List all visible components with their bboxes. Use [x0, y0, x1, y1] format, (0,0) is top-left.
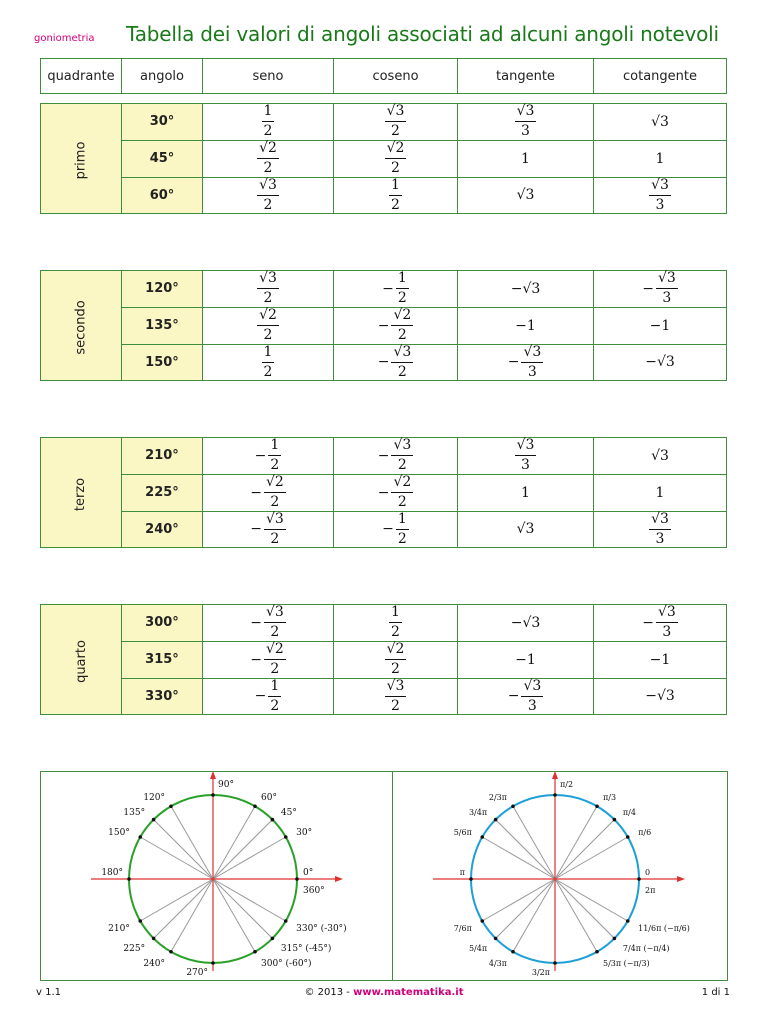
- angle-cell: 330°: [122, 678, 203, 715]
- col-header-coseno: coseno: [334, 59, 458, 94]
- plain-value: −√3: [510, 614, 541, 631]
- col-header-tangente: tangente: [458, 59, 594, 94]
- footer-copyright: [0, 987, 768, 998]
- denominator: 2: [391, 697, 400, 714]
- fraction: [257, 271, 279, 307]
- cotangente-value: [594, 104, 727, 141]
- numerator: 1: [262, 345, 275, 363]
- angle-cell: 240°: [122, 511, 203, 548]
- angle-cell: 300°: [122, 605, 203, 642]
- table-row: [41, 344, 727, 381]
- degree-point: [295, 877, 299, 881]
- numerator: 1: [389, 178, 402, 196]
- denominator: 2: [270, 457, 280, 474]
- radian-point: [511, 804, 515, 808]
- quadrant-table-terzo: [40, 437, 727, 548]
- table-row: [41, 641, 727, 678]
- numerator: √3: [391, 438, 413, 456]
- seno-value: [203, 678, 334, 715]
- angle-cell: 210°: [122, 438, 203, 475]
- fraction: [656, 271, 678, 307]
- coseno-value: [334, 344, 458, 381]
- radian-point: [613, 937, 617, 941]
- coseno-value: [334, 271, 458, 308]
- denominator: 2: [263, 123, 273, 140]
- quadrant-label-cell: [41, 438, 122, 548]
- radian-x-arrow-icon: [677, 876, 685, 882]
- quadrant-table-quarto: [40, 604, 727, 715]
- quadrant-label: secondo: [73, 300, 89, 355]
- tangente-value: [458, 438, 594, 475]
- radian-point: [494, 818, 498, 822]
- radian-angle-label: 5/4π: [468, 943, 488, 953]
- tangente-value: [458, 140, 594, 177]
- tangente-value: [458, 605, 594, 642]
- minus-sign: −: [254, 447, 267, 464]
- minus-sign: −: [377, 447, 390, 464]
- fraction: [389, 178, 402, 214]
- table-row: [41, 678, 727, 715]
- page-title: Tabella dei valori di angoli associati ad alcuni angoli notevoli: [126, 22, 719, 46]
- degree-y-arrow-icon: [210, 772, 216, 779]
- denominator: 2: [270, 530, 280, 547]
- fraction: [385, 104, 407, 140]
- fraction: [649, 512, 671, 548]
- cotangente-value: [594, 140, 727, 177]
- numerator: √3: [257, 178, 279, 196]
- numerator: 1: [396, 271, 409, 289]
- fraction: [385, 679, 407, 715]
- numerator: √3: [515, 104, 537, 122]
- degree-angle-label: 90°: [218, 780, 234, 790]
- denominator: 2: [263, 290, 273, 307]
- denominator: 2: [397, 494, 407, 511]
- degree-point: [211, 961, 215, 965]
- radian-angle-label: π/3: [603, 792, 617, 802]
- denominator: 2: [270, 494, 280, 511]
- fraction: [264, 642, 286, 678]
- quadrant-label: primo: [73, 141, 89, 180]
- coseno-value: [334, 511, 458, 548]
- minus-sign: −: [642, 280, 654, 297]
- tangente-value: [458, 678, 594, 715]
- quadrant-label-cell: [41, 605, 122, 715]
- numerator: √3: [521, 679, 543, 697]
- radian-point: [595, 804, 599, 808]
- cotangente-value: [594, 641, 727, 678]
- degree-angle-label: 30°: [296, 828, 313, 838]
- col-header-angolo: angolo: [122, 59, 203, 94]
- denominator: 3: [521, 123, 530, 140]
- radian-point: [469, 877, 473, 881]
- denominator: 2: [270, 661, 280, 678]
- radian-angle-label: 0: [645, 868, 651, 877]
- radian-point: [637, 877, 641, 881]
- fraction: [257, 308, 279, 344]
- radian-angle-label: π/6: [638, 828, 652, 837]
- angle-cell: 225°: [122, 474, 203, 511]
- degree-angle-label: 135°: [123, 808, 146, 819]
- plain-value: −1: [515, 317, 536, 334]
- angle-cell: 45°: [122, 140, 203, 177]
- coseno-value: [334, 104, 458, 141]
- denominator: 3: [655, 530, 665, 547]
- minus-sign: −: [377, 317, 390, 334]
- angle-cell: 60°: [122, 177, 203, 214]
- table-row: [41, 511, 727, 548]
- table-row: [41, 104, 727, 141]
- cotangente-value: [594, 605, 727, 642]
- cotangente-value: [594, 344, 727, 381]
- seno-value: [203, 474, 334, 511]
- denominator: 2: [397, 327, 407, 344]
- minus-sign: −: [382, 280, 394, 297]
- denominator: 2: [263, 160, 273, 177]
- table-row: [41, 438, 727, 475]
- minus-sign: −: [250, 651, 262, 668]
- tangente-value: [458, 271, 594, 308]
- degree-angle-label: 60°: [261, 792, 277, 803]
- degree-point: [211, 793, 215, 797]
- numerator: √3: [649, 178, 671, 196]
- denominator: 2: [391, 160, 400, 177]
- plain-value: 1: [521, 150, 530, 167]
- numerator: √2: [257, 141, 279, 159]
- numerator: √3: [264, 605, 286, 623]
- topic-tag: goniometria: [34, 33, 95, 44]
- denominator: 2: [263, 363, 273, 380]
- radian-angle-label: 7/6π: [453, 924, 472, 933]
- numerator: 1: [268, 679, 281, 697]
- quadrant-label-cell: [41, 104, 122, 214]
- denominator: 2: [263, 196, 273, 213]
- radian-angle-label: 11/6π (−π/6): [638, 924, 690, 933]
- seno-value: [203, 140, 334, 177]
- minus-sign: −: [382, 521, 394, 538]
- fraction: [268, 438, 281, 474]
- degree-point: [169, 950, 173, 954]
- col-header-cotangente: cotangente: [594, 59, 727, 94]
- denominator: 2: [263, 327, 273, 344]
- radian-point: [626, 919, 630, 923]
- plain-value: −√3: [510, 280, 541, 297]
- radian-point: [494, 937, 498, 941]
- numerator: √2: [257, 308, 279, 326]
- numerator: 1: [389, 605, 402, 623]
- minus-sign: −: [254, 688, 267, 705]
- degree-point: [271, 818, 275, 822]
- numerator: 1: [262, 104, 275, 122]
- degree-angle-label: 45°: [280, 808, 297, 819]
- numerator: √3: [385, 104, 407, 122]
- denominator: 2: [397, 363, 407, 380]
- denominator: 2: [397, 290, 407, 307]
- seno-value: [203, 641, 334, 678]
- fraction: [385, 642, 407, 678]
- seno-value: [203, 511, 334, 548]
- minus-sign: −: [377, 484, 390, 501]
- quadrant-label: quarto: [73, 640, 89, 684]
- cotangente-value: [594, 511, 727, 548]
- quadrant-label-cell: [41, 271, 122, 381]
- denominator: 2: [391, 196, 400, 213]
- numerator: 1: [396, 512, 409, 530]
- col-header-quadrante: quadrante: [41, 59, 122, 94]
- col-header-seno: seno: [203, 59, 334, 94]
- tangente-value: [458, 104, 594, 141]
- degree-angle-label: 150°: [108, 828, 130, 838]
- degree-x-arrow-icon: [335, 876, 343, 882]
- table-row: [41, 140, 727, 177]
- numerator: √2: [391, 308, 413, 326]
- quadrant-table-primo: [40, 103, 727, 214]
- radian-point: [613, 818, 617, 822]
- denominator: 3: [655, 196, 665, 213]
- numerator: √2: [264, 475, 286, 493]
- table-row: [41, 307, 727, 344]
- plain-value: −√3: [645, 688, 675, 705]
- degree-point: [253, 950, 257, 954]
- footer-page: 1 di 1: [701, 987, 730, 998]
- cotangente-value: [594, 307, 727, 344]
- degree-point: [253, 804, 257, 808]
- angle-cell: 30°: [122, 104, 203, 141]
- radian-angle-label: π/2: [560, 780, 574, 789]
- fraction: [257, 178, 279, 214]
- footer-version: v 1.1: [36, 987, 61, 998]
- angle-cell: 150°: [122, 344, 203, 381]
- tangente-value: [458, 344, 594, 381]
- coseno-value: [334, 307, 458, 344]
- numerator: √2: [385, 141, 407, 159]
- table-row: [41, 271, 727, 308]
- radian-angle-label: 2π: [645, 886, 656, 895]
- coseno-value: [334, 605, 458, 642]
- fraction: [385, 141, 407, 177]
- fraction: [649, 178, 671, 214]
- seno-value: [203, 438, 334, 475]
- degree-angle-label: 240°: [143, 959, 165, 970]
- fraction: [262, 345, 275, 381]
- denominator: 3: [521, 457, 530, 474]
- fraction: [389, 605, 402, 641]
- tangente-value: [458, 307, 594, 344]
- radian-point: [553, 961, 557, 965]
- copyright-text: © 2013 -: [304, 987, 354, 998]
- numerator: √3: [656, 605, 678, 623]
- coseno-value: [334, 474, 458, 511]
- coseno-value: [334, 438, 458, 475]
- degree-angle-label: 300° (-60°): [261, 959, 312, 970]
- numerator: √3: [264, 512, 286, 530]
- degree-point: [284, 919, 288, 923]
- numerator: √3: [257, 271, 279, 289]
- fraction: [262, 104, 275, 140]
- degree-point: [169, 804, 173, 808]
- radian-angle-label: 2/3π: [488, 792, 507, 802]
- degree-angle-label: 0°: [303, 868, 314, 878]
- denominator: 3: [527, 697, 537, 714]
- numerator: √3: [515, 438, 537, 456]
- denominator: 2: [391, 123, 400, 140]
- degree-point: [152, 818, 156, 822]
- numerator: √3: [391, 345, 413, 363]
- fraction: [515, 104, 537, 140]
- tangente-value: [458, 474, 594, 511]
- minus-sign: −: [250, 614, 262, 631]
- seno-value: [203, 344, 334, 381]
- radian-angle-label: 3/2π: [531, 968, 550, 977]
- fraction: [264, 512, 286, 548]
- seno-value: [203, 177, 334, 214]
- quadrant-label: terzo: [73, 478, 89, 512]
- radian-y-arrow-icon: [552, 772, 558, 779]
- radian-point: [480, 919, 484, 923]
- radian-angle-label: 3/4π: [468, 808, 488, 818]
- plain-value: −1: [649, 317, 671, 334]
- denominator: 2: [391, 624, 400, 641]
- unit-circles-panel: [40, 771, 728, 981]
- numerator: √3: [521, 345, 543, 363]
- radian-point: [480, 835, 484, 839]
- degree-angle-label: 210°: [108, 924, 130, 934]
- table-row: [41, 474, 727, 511]
- minus-sign: −: [250, 521, 262, 538]
- minus-sign: −: [507, 354, 520, 371]
- radian-angle-label: 7/4π (−π/4): [622, 943, 670, 953]
- fraction: [515, 438, 537, 474]
- radian-angle-label: π: [459, 868, 465, 877]
- radian-point: [511, 950, 515, 954]
- plain-value: −1: [515, 651, 536, 668]
- table-row: [41, 605, 727, 642]
- angle-cell: 120°: [122, 271, 203, 308]
- cotangente-value: [594, 678, 727, 715]
- minus-sign: −: [642, 614, 654, 631]
- radian-angle-label: 4/3π: [488, 959, 507, 969]
- brand-link[interactable]: www.matematika.it: [353, 987, 464, 998]
- denominator: 2: [391, 661, 400, 678]
- plain-value: 1: [655, 484, 665, 501]
- fraction: [521, 679, 543, 715]
- degree-angle-label: 120°: [143, 792, 165, 803]
- numerator: √3: [385, 679, 407, 697]
- denominator: 2: [397, 530, 407, 547]
- coseno-value: [334, 678, 458, 715]
- cotangente-value: [594, 438, 727, 475]
- numerator: √2: [385, 642, 407, 660]
- plain-value: −√3: [645, 354, 675, 371]
- denominator: 3: [527, 363, 537, 380]
- degree-point: [271, 937, 275, 941]
- fraction: [268, 679, 281, 715]
- fraction: [521, 345, 543, 381]
- radian-point: [595, 950, 599, 954]
- minus-sign: −: [507, 688, 520, 705]
- seno-value: [203, 271, 334, 308]
- plain-value: √3: [516, 521, 535, 538]
- degree-angle-label: 360°: [303, 886, 325, 896]
- numerator: √3: [656, 271, 678, 289]
- degree-angle-label: 330° (-30°): [296, 924, 347, 934]
- fraction: [264, 475, 286, 511]
- degree-angle-label: 225°: [123, 943, 146, 954]
- degree-unit-circle: [41, 772, 391, 980]
- coseno-value: [334, 641, 458, 678]
- plain-value: √3: [651, 447, 669, 464]
- seno-value: [203, 307, 334, 344]
- numerator: √2: [391, 475, 413, 493]
- coseno-value: [334, 177, 458, 214]
- cotangente-value: [594, 177, 727, 214]
- numerator: 1: [268, 438, 281, 456]
- cotangente-value: [594, 271, 727, 308]
- degree-point: [152, 937, 156, 941]
- minus-sign: −: [377, 354, 390, 371]
- degree-point: [138, 835, 142, 839]
- table-row: [41, 177, 727, 214]
- degree-point: [138, 919, 142, 923]
- plain-value: −1: [649, 651, 671, 668]
- degree-point: [284, 835, 288, 839]
- quadrant-table-secondo: [40, 270, 727, 381]
- fraction: [396, 271, 409, 307]
- column-header-table: [40, 58, 727, 94]
- fraction: [257, 141, 279, 177]
- seno-value: [203, 605, 334, 642]
- plain-value: 1: [521, 484, 530, 501]
- fraction: [391, 345, 413, 381]
- tangente-value: [458, 177, 594, 214]
- denominator: 3: [662, 290, 672, 307]
- fraction: [656, 605, 678, 641]
- degree-angle-label: 270°: [186, 968, 208, 978]
- radian-angle-label: π/4: [622, 808, 636, 818]
- tangente-value: [458, 641, 594, 678]
- minus-sign: −: [250, 484, 262, 501]
- denominator: 3: [662, 624, 672, 641]
- fraction: [391, 308, 413, 344]
- tangente-value: [458, 511, 594, 548]
- denominator: 2: [270, 624, 280, 641]
- numerator: √2: [264, 642, 286, 660]
- plain-value: 1: [655, 150, 665, 167]
- degree-angle-label: 180°: [101, 868, 123, 878]
- coseno-value: [334, 140, 458, 177]
- degree-point: [127, 877, 131, 881]
- numerator: √3: [649, 512, 671, 530]
- fraction: [396, 512, 409, 548]
- radian-point: [626, 835, 630, 839]
- seno-value: [203, 104, 334, 141]
- radian-angle-label: 5/3π (−π/3): [603, 959, 650, 969]
- radian-point: [553, 793, 557, 797]
- radian-unit-circle: [393, 772, 727, 980]
- fraction: [391, 475, 413, 511]
- angle-cell: 315°: [122, 641, 203, 678]
- plain-value: √3: [651, 113, 669, 130]
- fraction: [391, 438, 413, 474]
- denominator: 2: [397, 457, 407, 474]
- cotangente-value: [594, 474, 727, 511]
- degree-angle-label: 315° (-45°): [280, 943, 332, 954]
- radian-angle-label: 5/6π: [453, 828, 472, 837]
- plain-value: √3: [516, 187, 535, 204]
- fraction: [264, 605, 286, 641]
- denominator: 2: [270, 697, 280, 714]
- angle-cell: 135°: [122, 307, 203, 344]
